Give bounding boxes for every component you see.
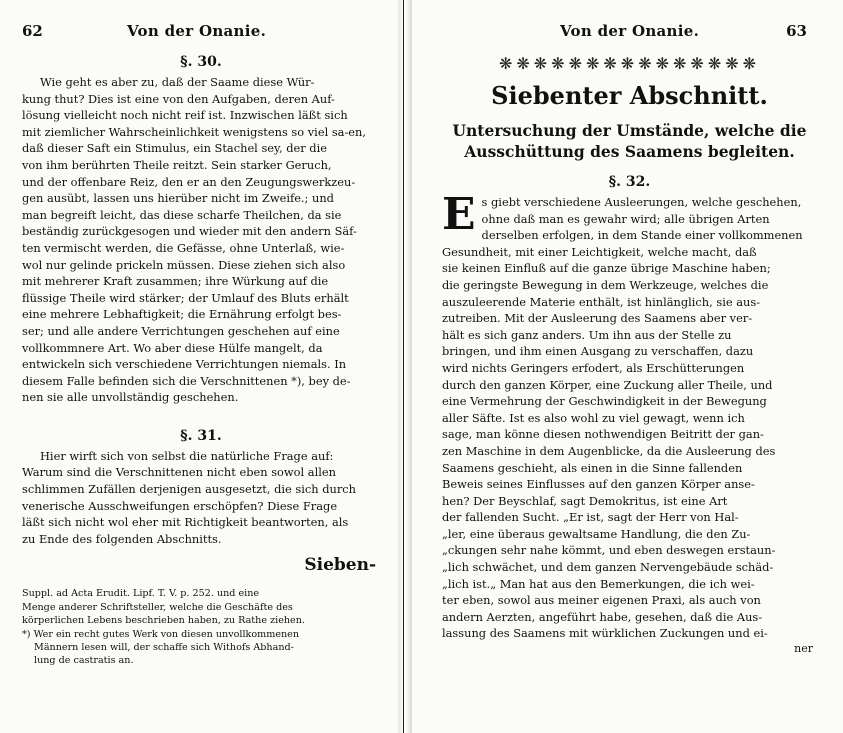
- left-page: [0, 0, 398, 733]
- text-line: Hier wirft sich von selbst die natürliche Frage auf:: [40, 448, 334, 463]
- text-line: man begreift leicht, das diese scharfe Theilchen, da sie: [22, 207, 342, 222]
- text-line: hen? Der Beyschlaf, sagt Demokritus, ist eine Art: [442, 493, 728, 508]
- text-line: s giebt verschiedene Ausleerungen, welche geschehen,: [481, 195, 802, 209]
- text-line: andern Aerzten, angeführt habe, gesehen, daß die Aus-: [442, 609, 763, 624]
- footnote-line: *) Wer ein recht gutes Werk von diesen unvollkommenen: [22, 628, 300, 640]
- text-line: derselben erfolgen, in dem Stande einer vollkommenen: [481, 228, 803, 243]
- section-31-mark: §. 31.: [180, 427, 222, 444]
- text-line: die geringste Bewegung in dem Werkzeuge, welches die: [442, 277, 769, 292]
- text-line: diesem Falle befinden sich die Verschnittenen *), bey de-: [22, 373, 351, 388]
- footnote-line: Männern lesen will, der schaffe sich Withofs Abhand-: [34, 642, 294, 654]
- chapter-subtitle: [442, 120, 817, 162]
- footnote-line: Menge anderer Schriftsteller, welche die Geschäfte des: [22, 601, 293, 613]
- text-line: lassung des Saamens mit würklichen Zuckungen und ei-: [442, 626, 768, 641]
- text-line: daß dieser Saft ein Stimulus, ein Stachel sey, der die: [22, 141, 327, 156]
- right-catchword: ner: [794, 642, 813, 656]
- text-line: wol nur gelinde prickeln müssen. Diese ziehen sich also: [22, 257, 346, 272]
- left-running-title: Von der Onanie.: [127, 22, 267, 40]
- section-32-mark: §. 32.: [608, 174, 651, 190]
- text-line: ter eben, sowol aus meiner eigenen Praxi, als auch von: [442, 593, 761, 608]
- subtitle-line: Ausschüttung des Saamens begleiten.: [464, 142, 795, 161]
- right-running-title: Von der Onanie.: [560, 22, 700, 40]
- text-line: Saamens geschieht, als einen in die Sinne fallenden: [442, 460, 743, 475]
- section-31-text: [22, 448, 380, 548]
- right-running-head: [442, 22, 817, 44]
- text-line: mit ziemlicher Wahrscheinlichkeit wenigstens so viel sa-en,: [22, 124, 367, 139]
- text-line: „lich schwächet, und dem ganzen Nervengebäude schäd-: [442, 560, 774, 575]
- text-line: aller Säfte. Ist es also wohl zu viel gewagt, wenn ich: [442, 410, 745, 425]
- text-line: entwickeln sich verschiedene Verrichtungen niemals. In: [22, 357, 347, 372]
- text-line: vollkommnere Art. Wo aber diese Hülfe mangelt, da: [22, 340, 323, 355]
- footnote-line: körperlichen Lebens beschrieben haben, zu Rathe ziehen.: [22, 615, 305, 627]
- text-line: mit mehrerer Kraft zusammen; ihre Würkung auf die: [22, 274, 329, 289]
- left-catchword: Sieben-: [304, 555, 376, 576]
- text-line: zutreiben. Mit der Ausleerung des Saamens aber ver-: [442, 311, 753, 326]
- chapter-title: Siebenter Abschnitt.: [491, 81, 768, 110]
- right-page: [412, 0, 843, 733]
- text-line: eine Vermehrung der Geschwindigkeit in der Bewegung: [442, 394, 767, 409]
- text-line: beständig zurückgesogen und wieder mit den andern Säf-: [22, 224, 357, 239]
- text-line: sie keinen Einfluß auf die ganze übrige Maschine haben;: [442, 261, 771, 276]
- text-line: „ckungen sehr nahe kömmt, und eben deswegen erstaun-: [442, 543, 776, 558]
- text-line: Wie geht es aber zu, daß der Saame diese Wür-: [40, 75, 315, 89]
- left-running-head: [22, 22, 380, 44]
- text-line: lösung vielleicht noch nicht reif ist. Inzwischen läßt sich: [22, 108, 348, 123]
- text-line: eine mehrere Lebhaftigkeit; die Ernährung erfolgt bes-: [22, 307, 342, 322]
- text-line: nen sie alle unvollständig geschehen.: [22, 390, 239, 405]
- text-line: hält es sich ganz anders. Um ihn aus der Stelle zu: [442, 327, 732, 342]
- text-line: ser; und alle andere Verrichtungen geschehen auf eine: [22, 323, 340, 338]
- text-line: venerische Ausschweifungen erschöpfen? Diese Frage: [22, 498, 338, 513]
- section-30-text: [22, 74, 380, 406]
- gutter-line: [403, 0, 404, 733]
- text-line: auszuleerende Materie enthält, ist hinlänglich, sie aus-: [442, 294, 761, 309]
- text-line: kung thut? Dies ist eine von den Aufgaben, deren Auf-: [22, 91, 335, 106]
- text-line: zu Ende des folgenden Abschnitts.: [22, 531, 222, 546]
- section-32-text: [442, 189, 817, 642]
- subtitle-line: Untersuchung der Umstände, welche die: [452, 121, 807, 140]
- section-30-mark: §. 30.: [180, 54, 222, 70]
- text-line: ten vermischt werden, die Gefässe, ohne Unterlaß, wie-: [22, 240, 345, 255]
- right-page-number: 63: [786, 22, 807, 40]
- left-page-number: 62: [22, 22, 43, 40]
- text-line: läßt sich nicht wol eher mit Richtigkeit beantworten, als: [22, 515, 349, 530]
- text-line: flüssige Theile wird stärker; der Umlauf des Bluts erhält: [22, 290, 349, 305]
- text-line: durch den ganzen Körper, eine Zuckung aller Theile, und: [442, 377, 773, 392]
- text-line: Gesundheit, mit einer Leichtigkeit, welche macht, daß: [442, 244, 757, 259]
- text-line: der fallenden Sucht. „Er ist, sagt der Herr von Hal-: [442, 510, 739, 525]
- text-line: und der offenbare Reiz, den er an den Zeugungswerkzeu-: [22, 174, 356, 189]
- text-line: ohne daß man es gewahr wird; alle übrigen Arten: [481, 211, 770, 226]
- text-line: wird nichts Geringers erfodert, als Erschütterungen: [442, 360, 745, 375]
- text-line: schlimmen Zufällen derjenigen ausgesetzt, die sich durch: [22, 482, 357, 497]
- text-line: bringen, und ihm einen Ausgang zu verschaffen, dazu: [442, 344, 754, 359]
- text-line: von ihm berührten Theile reitzt. Sein starker Geruch,: [22, 157, 332, 172]
- footnotes: [22, 587, 380, 667]
- text-line: gen ausübt, lassen uns hierüber nicht im Zweife.; und: [22, 191, 334, 206]
- text-line: Beweis seines Einflusses auf den ganzen Körper anse-: [442, 477, 755, 492]
- book-gutter: [398, 0, 412, 733]
- footnote-line: lung de castratis an.: [34, 655, 134, 667]
- text-line: zen Maschine in dem Augenblicke, da die Ausleerung des: [442, 443, 776, 458]
- footnote-line: Suppl. ad Acta Erudit. Lipf. T. V. p. 252. und eine: [22, 588, 260, 600]
- ornament-row: ❋❋❋❋❋❋❋❋❋❋❋❋❋❋❋: [498, 54, 761, 73]
- text-line: „ler, eine überaus gewaltsame Handlung, die den Zu-: [442, 526, 751, 541]
- drop-cap: E: [442, 189, 476, 240]
- text-line: Warum sind die Verschnittenen nicht eben sowol allen: [22, 465, 336, 480]
- text-line: „lich ist.„ Man hat aus den Bemerkungen, die ich wei-: [442, 576, 755, 591]
- text-line: sage, man könne diesen nothwendigen Beitritt der gan-: [442, 427, 764, 442]
